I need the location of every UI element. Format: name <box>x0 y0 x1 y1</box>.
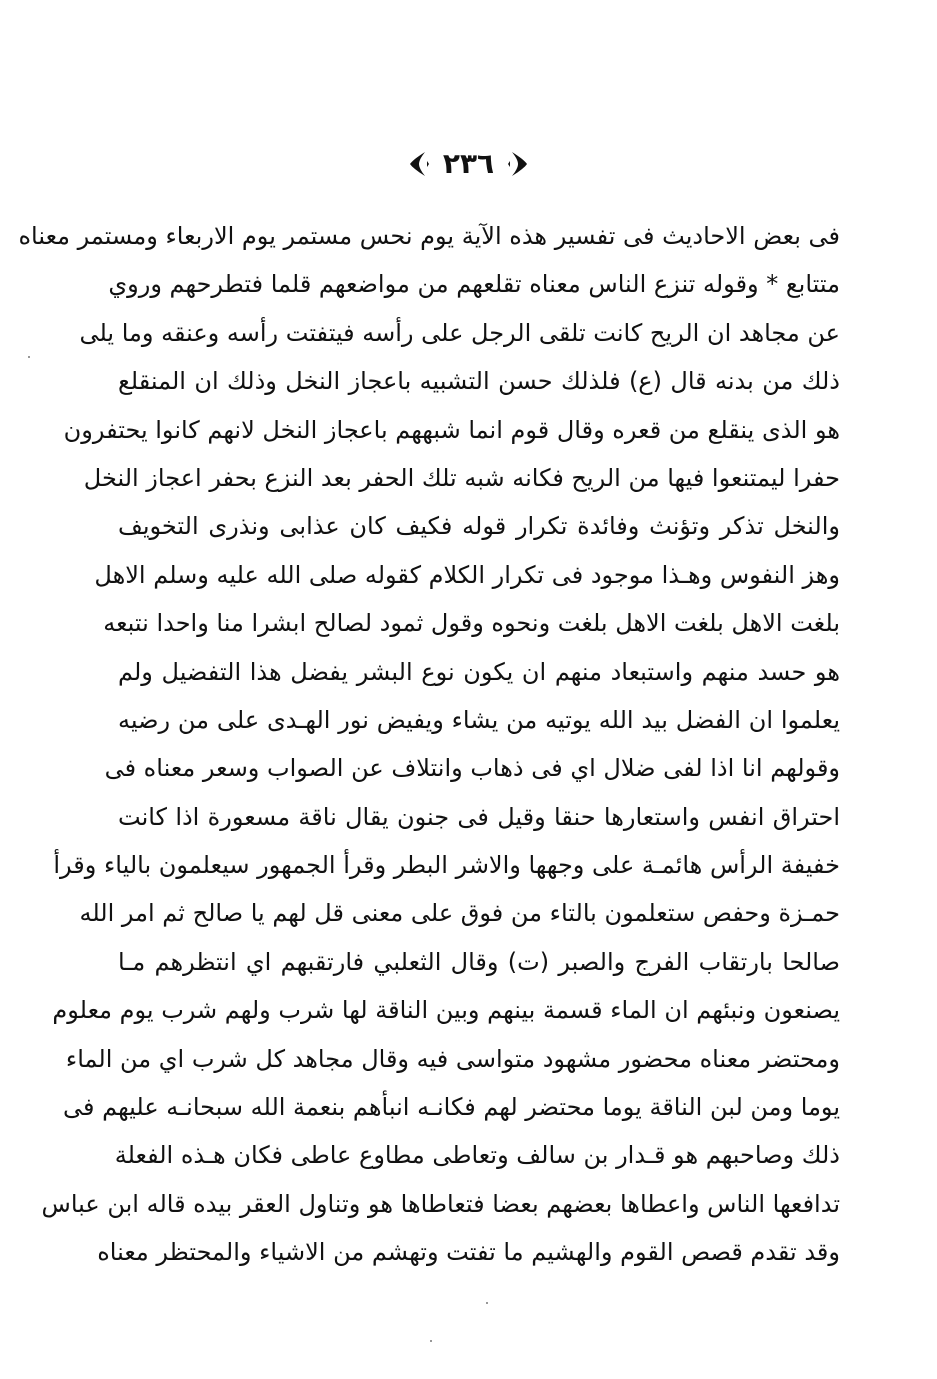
page-number: ٢٣٦ <box>442 147 495 180</box>
scan-speck <box>28 356 30 358</box>
text-line: ذلك من بدنه قال (ع) فلذلك حسن التشبيه باعجاز النخل وذلك ان المنقلع <box>118 367 840 396</box>
text-line: فى بعض الاحاديث فى تفسير هذه الآية يوم نحس مستمر يوم الاربعاء ومستمر معناه <box>18 222 840 250</box>
text-line: والنخل تذكر وتؤنث وفائدة تكرار قوله فكيف كان عذابى ونذرى التخويف <box>118 512 840 541</box>
text-line: وقد تقدم قصص القوم والهشيم ما تفتت وتهشم من الاشياء والمحتظر معناه <box>97 1238 840 1267</box>
text-line: يصنعون ونبئهم ان الماء قسمة بينهم وبين الناقة لها شرب ولهم شرب يوم معلوم <box>52 996 840 1025</box>
text-line: وهز النفوس وهـذا موجود فى تكرار الكلام كقوله صلى الله عليه وسلم الاهل <box>94 560 840 589</box>
left-ornament-icon <box>407 149 429 179</box>
text-line: يوما ومن لبن الناقة يوما محتضر لهم فكانـه انبأهم بنعمة الله سبحانـه عليهم فى <box>62 1093 840 1122</box>
scan-speck <box>486 1302 488 1304</box>
text-line: متتابع * وقوله تنزع الناس معناه تقلعهم من مواضعهم قلما فتطرحهم وروي <box>108 270 840 299</box>
text-line: وقولهم انا اذا لفى ضلال اي فى ذهاب وانتلاف عن الصواب وسعر معناه فى <box>104 754 840 783</box>
text-line: هو حسد منهم واستبعاد منهم ان يكون نوع البشر يفضل هذا التفضيل ولم <box>118 657 840 686</box>
text-line: خفيفة الرأس هائمـة على وجهها والاشر البطر وقرأ الجمهور سيعلمون بالياء وقرأ <box>53 851 840 880</box>
text-line: تدافعها الناس واعطاها بعضهم بعضا فتعاطاها هو وتناول العقر بيده قاله ابن عباس <box>41 1189 840 1218</box>
text-line: احتراق انفس واستعارها حنقا وقيل فى جنون يقال ناقة مسعورة اذا كانت <box>118 802 840 831</box>
text-line: عن مجاهد ان الريح كانت تلقى الرجل على رأسه فيتفتت رأسه وعنقه وما يلى <box>79 318 840 347</box>
text-line: صالحا بارتقاب الفرج والصبر (ت) وقال الثعلبي فارتقبهم اي انتظرهم مـا <box>118 947 840 976</box>
text-line: يعلموا ان الفضل بيد الله يوتيه من يشاء ويفيض نور الهـدى على من رضيه <box>118 705 840 734</box>
text-line: حفرا ليمتنعوا فيها من الريح فكانه شبه تلك الحفر بعد النزع بحفر اعجاز النخل <box>83 463 840 492</box>
body-text <box>18 212 840 1277</box>
page-header <box>0 142 937 186</box>
scan-speck <box>430 1340 432 1342</box>
text-line: هو الذى ينقلع من قعره وقال قوم انما شبههم باعجاز النخل لانهم كانوا يحتفرون <box>63 415 840 444</box>
right-ornament-icon <box>508 149 530 179</box>
text-line: حمـزة وحفص ستعلمون بالتاء من فوق على معنى قل لهم يا صالح ثم امر الله <box>79 899 840 928</box>
text-line: بلغت الاهل بلغت الاهل بلغت ونحوه وقول ثمود لصالح ابشرا منا واحدا نتبعه <box>103 609 840 638</box>
text-line: ذلك وصاحبهم هو قـدار بن سالف وتعاطى مطاوع عاطى فكان هـذه الفعلة <box>114 1141 840 1170</box>
text-line: ومحتضر معناه محضور مشهود متواسى فيه وقال مجاهد كل شرب اي من الماء <box>65 1044 840 1073</box>
